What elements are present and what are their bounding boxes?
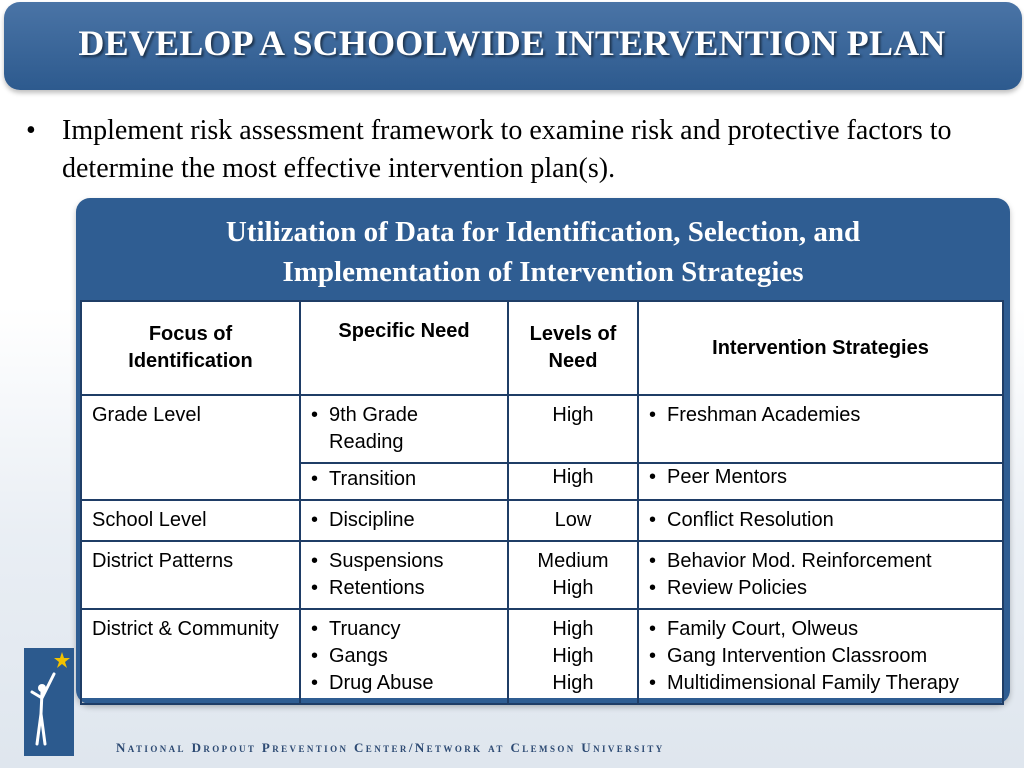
table-row (81, 609, 1003, 704)
ndpc-logo (24, 648, 74, 756)
need-item: • Transition (311, 466, 497, 493)
need-item: • Truancy (311, 616, 497, 643)
need-item: • Discipline (311, 507, 497, 534)
table-row (81, 500, 1003, 541)
cell-need (300, 500, 508, 541)
need-item: • 9th Grade Reading (311, 402, 497, 456)
cell-strategy (638, 609, 1003, 704)
intervention-table-wrap (80, 300, 1002, 698)
cell-focus: Grade Level (81, 395, 300, 500)
table-row (81, 541, 1003, 609)
cell-strategy (638, 395, 1003, 463)
footer-text: National Dropout Prevention Center/Network at Clemson University (116, 740, 665, 755)
intervention-table (80, 300, 1004, 705)
strategy-item: • Freshman Academies (649, 402, 992, 429)
cell-focus: District Patterns (81, 541, 300, 609)
header-specific-need: Specific Need (300, 301, 508, 395)
page-title: DEVELOP A SCHOOLWIDE INTERVENTION PLAN (78, 23, 946, 63)
level-item: High (552, 672, 594, 694)
panel-title-line-2: Implementation of Intervention Strategies (282, 256, 804, 288)
cell-level (508, 463, 638, 500)
strategy-item: • Gang Intervention Classroom (649, 643, 992, 670)
cell-focus: District & Community (81, 609, 300, 704)
need-item: • Retentions (311, 575, 497, 602)
table-header-row (81, 301, 1003, 395)
header-levels: Levels of Need (508, 301, 638, 395)
header-focus: Focus of Identification (81, 301, 300, 395)
bullet-text: Implement risk assessment framework to examine risk and protective factors to determine the most effective intervention plan(s). (62, 115, 952, 184)
cell-strategy (638, 463, 1003, 500)
need-item: • Suspensions (311, 548, 497, 575)
need-item: • Gangs (311, 643, 497, 670)
panel-title-line-1: Utilization of Data for Identification, Selection, and (225, 216, 861, 248)
strategy-item: • Behavior Mod. Reinforcement (649, 548, 992, 575)
cell-strategy (638, 541, 1003, 609)
cell-strategy (638, 500, 1003, 541)
figure-icon (24, 648, 74, 756)
strategy-item: • Family Court, Olweus (649, 616, 992, 643)
cell-need (300, 541, 508, 609)
star-icon (54, 652, 70, 668)
level-item: High (552, 404, 594, 426)
cell-level (508, 541, 638, 609)
cell-level (508, 500, 638, 541)
panel-title (76, 212, 1010, 292)
cell-need (300, 395, 508, 463)
level-item: High (552, 645, 594, 667)
level-item: Medium (537, 550, 609, 572)
cell-need (300, 609, 508, 704)
bullet-dot: • (26, 115, 36, 146)
strategy-item: • Multidimensional Family Therapy (649, 670, 992, 697)
cell-level (508, 609, 638, 704)
level-item: Low (554, 509, 592, 531)
level-item: High (552, 577, 594, 599)
strategy-item: • Review Policies (649, 575, 992, 602)
level-item: High (552, 618, 594, 640)
level-item: High (552, 466, 594, 488)
strategy-item: • Peer Mentors (649, 464, 992, 491)
strategy-item: • Conflict Resolution (649, 507, 992, 534)
cell-focus: School Level (81, 500, 300, 541)
cell-need (300, 463, 508, 500)
table-row (81, 395, 1003, 463)
need-item: • Drug Abuse (311, 670, 497, 697)
header-strategies: Intervention Strategies (638, 301, 1003, 395)
cell-level (508, 395, 638, 463)
